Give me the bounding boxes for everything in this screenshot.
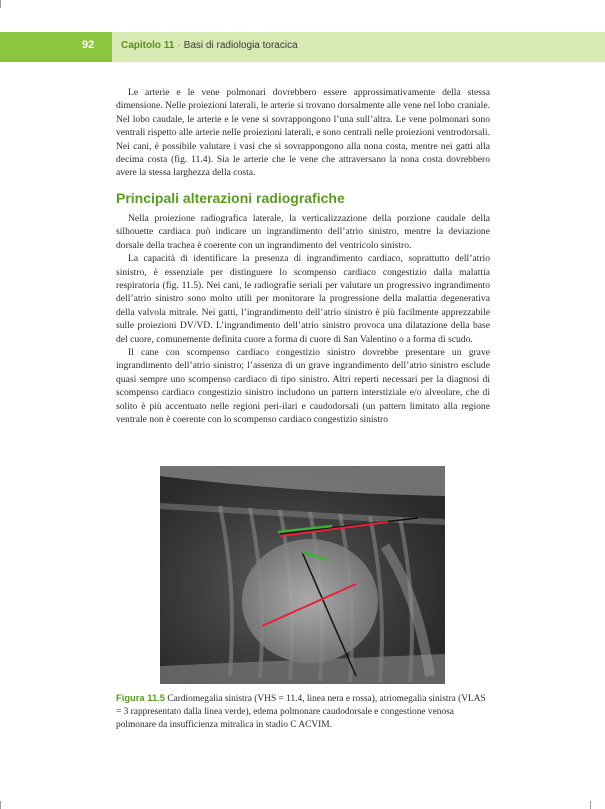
paragraph-2: La capacità di identificare la presenza di ingrandimento cardiaco, soprattutto dell’atrio sinistro, è essenziale per distinguere lo scompenso cardiaco congestizio dalla malattia respiratoria (fig. 11.5). Nei cani, le radiografie seriali per valutare un progressivo ingrandimento dell’atrio sinistro sono molto utili per monitorare la progressione della malattia degenerativa della valvola mitrale. Nei gatti, l’ingrandimento dell’atrio sinistro è più facilmente apprezzabile sulle proiezioni DV/VD. L’ingrandimento dell’atrio sinistro provoca una dilatazione della base del cuore, comunemente definita cuore a forma di cuore di San Valentino o a forma di scudo. bbox=[116, 253, 490, 345]
radiograph-figure bbox=[160, 466, 445, 684]
section-heading: Principali alterazioni radiografiche bbox=[116, 190, 345, 206]
figure-caption bbox=[116, 692, 490, 731]
intro-paragraph: Le arterie e le vene polmonari dovrebbero essere approssimativamente della stessa dimensione. Nelle proiezioni laterali, le arterie si trovano dorsalmente alle vene nel lobo craniale. Nel lobo caudale, le arterie e le vene si sovrappongono l’una sull’altra. Le vene polmonari sono ventrali rispetto alle arterie nelle proiezioni laterali, e sono centrali nelle proiezioni ventrodorsali. Nei cani, è possibile valutare i vasi che si sovrappongono alla nona costa, mentre nei gatti alla decima costa (fig. 11.4). Sia le arterie che le vene che attraversano la nona costa dovrebbero avere la stessa larghezza della costa. bbox=[116, 87, 491, 179]
radiograph-image bbox=[160, 466, 445, 684]
chapter-label: Capitolo 11 bbox=[121, 40, 175, 51]
intro-text bbox=[116, 86, 490, 180]
crop-mark bbox=[590, 801, 591, 809]
chapter-title bbox=[121, 40, 298, 51]
chapter-separator: · bbox=[177, 40, 181, 51]
paragraph-3: Il cane con scompenso cardiaco congestizio sinistro dovrebbe presentare un grave ingrandimento dell’atrio sinistro; l’assenza di un grave ingrandimento dell’atrio sinistro esclude quasi sempre uno scompenso cardiaco di tipo sinistro. Altri reperti necessari per la diagnosi di scompenso cardiaco congestizio sinistro includono un pattern interstiziale e/o alveolare, che di solito è più accentuato nelle regioni peri-ilari e caudodorsali (un pattern limitato alla regione ventrale non è coerente con lo scompenso cardiaco congestizio sinistro bbox=[116, 347, 490, 426]
page-number: 92 bbox=[82, 39, 95, 51]
figure-caption-text: Cardiomegalia sinistra (VHS = 11.4, linea nera e rossa), atriomegalia sinistra (VLAS = 3 rappresentato dalla linea verde), edema polmonare caudodorsale e congestione venosa polmonare da insufficienza mitralica in stadio C ACVIM. bbox=[116, 694, 486, 730]
figure-label: Figura 11.5 bbox=[116, 692, 165, 703]
paragraph-1: Nella proiezione radiografica laterale, la verticalizzazione della porzione caudale della silhouette cardiaca può indicare un ingrandimento dell’atrio sinistro, mentre la deviazione dorsale della trachea è coerente con un ingrandimento del ventricolo sinistro. bbox=[116, 213, 490, 251]
section-body bbox=[116, 212, 490, 427]
crop-mark bbox=[0, 0, 1, 8]
crop-mark bbox=[0, 801, 1, 809]
page-number-box bbox=[0, 32, 112, 62]
chapter-name: Basi di radiologia toracica bbox=[183, 40, 298, 51]
